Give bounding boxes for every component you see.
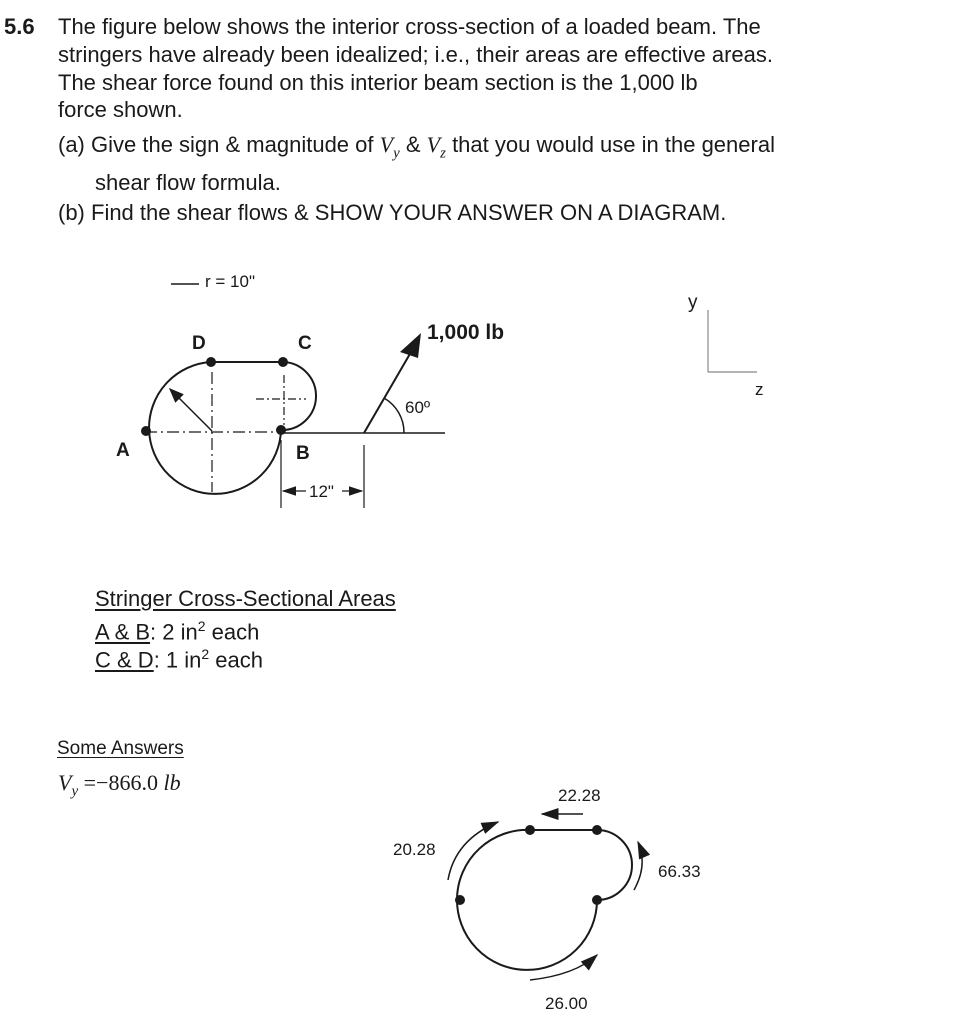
angle-arc	[384, 398, 404, 433]
axis-y-label: y	[688, 292, 698, 313]
part-a-suffix: that you would use in the general	[445, 132, 775, 157]
areas-ab-sup: 2	[197, 618, 206, 634]
part-a-prefix: (a) Give the sign & magnitude of	[58, 132, 380, 157]
intro-line-2: stringers have already been idealized; i.e., their areas are effective areas.	[58, 42, 773, 67]
axis-z-label: z	[755, 380, 764, 399]
flow-arrow-left	[448, 822, 498, 880]
answer-vy-value: =−866.0	[78, 770, 164, 795]
answer-small-arc	[597, 830, 632, 900]
problem-number: 5.6	[4, 14, 35, 39]
areas-cd-label: C & D	[95, 647, 154, 673]
intro-line-1: The figure below shows the interior cross-section of a loaded beam. The	[58, 14, 761, 39]
stringer-D	[206, 357, 216, 367]
areas-cd	[95, 641, 263, 673]
areas-cd-value: : 1 in	[153, 647, 202, 673]
radius-label: r = 10"	[205, 272, 255, 291]
label-D: D	[192, 333, 206, 354]
answer-stringer-D	[525, 825, 535, 835]
answer-diagram	[448, 814, 642, 980]
answer-vy	[58, 770, 181, 800]
flow-arrow-right	[634, 842, 642, 890]
label-C: C	[298, 333, 312, 354]
skin-circular-arc	[149, 362, 281, 494]
angle-label: 60º	[405, 398, 431, 417]
vz-subscript: z	[440, 145, 446, 162]
answer-vy-subscript: y	[71, 783, 79, 800]
part-a-line-2: shear flow formula.	[95, 170, 281, 195]
flow-top-value: 22.28	[558, 786, 601, 805]
vy-symbol: V	[379, 132, 394, 157]
areas-title: Stringer Cross-Sectional Areas	[95, 586, 396, 611]
stringer-A	[141, 426, 151, 436]
areas-cd-each: each	[209, 647, 264, 673]
part-b: (b) Find the shear flows & SHOW YOUR ANSWER ON A DIAGRAM.	[58, 200, 727, 225]
skin-small-arc	[281, 362, 316, 430]
stringer-C	[278, 357, 288, 367]
flow-left-value: 20.28	[393, 840, 436, 859]
label-B: B	[296, 443, 310, 464]
areas-ab-each: each	[205, 619, 260, 645]
flow-bottom-value: 26.00	[545, 994, 588, 1013]
flow-right-value: 66.33	[658, 862, 701, 881]
answer-circular-arc	[457, 830, 597, 970]
force-label: 1,000 lb	[427, 321, 505, 344]
radius-arrow	[170, 389, 212, 431]
intro-line-3: The shear force found on this interior beam section is the 1,000 lb	[58, 70, 698, 95]
answer-vy-unit: lb	[163, 770, 181, 795]
answer-stringer-C	[592, 825, 602, 835]
areas-ab-label: A & B	[95, 619, 151, 645]
label-A: A	[116, 440, 130, 461]
intro-line-4: force shown.	[58, 97, 183, 122]
vz-symbol: V	[426, 132, 441, 157]
vy-subscript: y	[393, 145, 400, 162]
answer-stringer-B	[592, 895, 602, 905]
answer-stringer-A	[455, 895, 465, 905]
force-arrowhead	[400, 333, 421, 358]
distance-label: 12"	[309, 482, 334, 501]
areas-ab-value: : 2 in	[150, 619, 198, 645]
ampersand: &	[399, 132, 427, 157]
areas-cd-sup: 2	[201, 646, 210, 662]
answer-vy-symbol: V	[58, 770, 72, 795]
answers-heading: Some Answers	[57, 738, 184, 759]
